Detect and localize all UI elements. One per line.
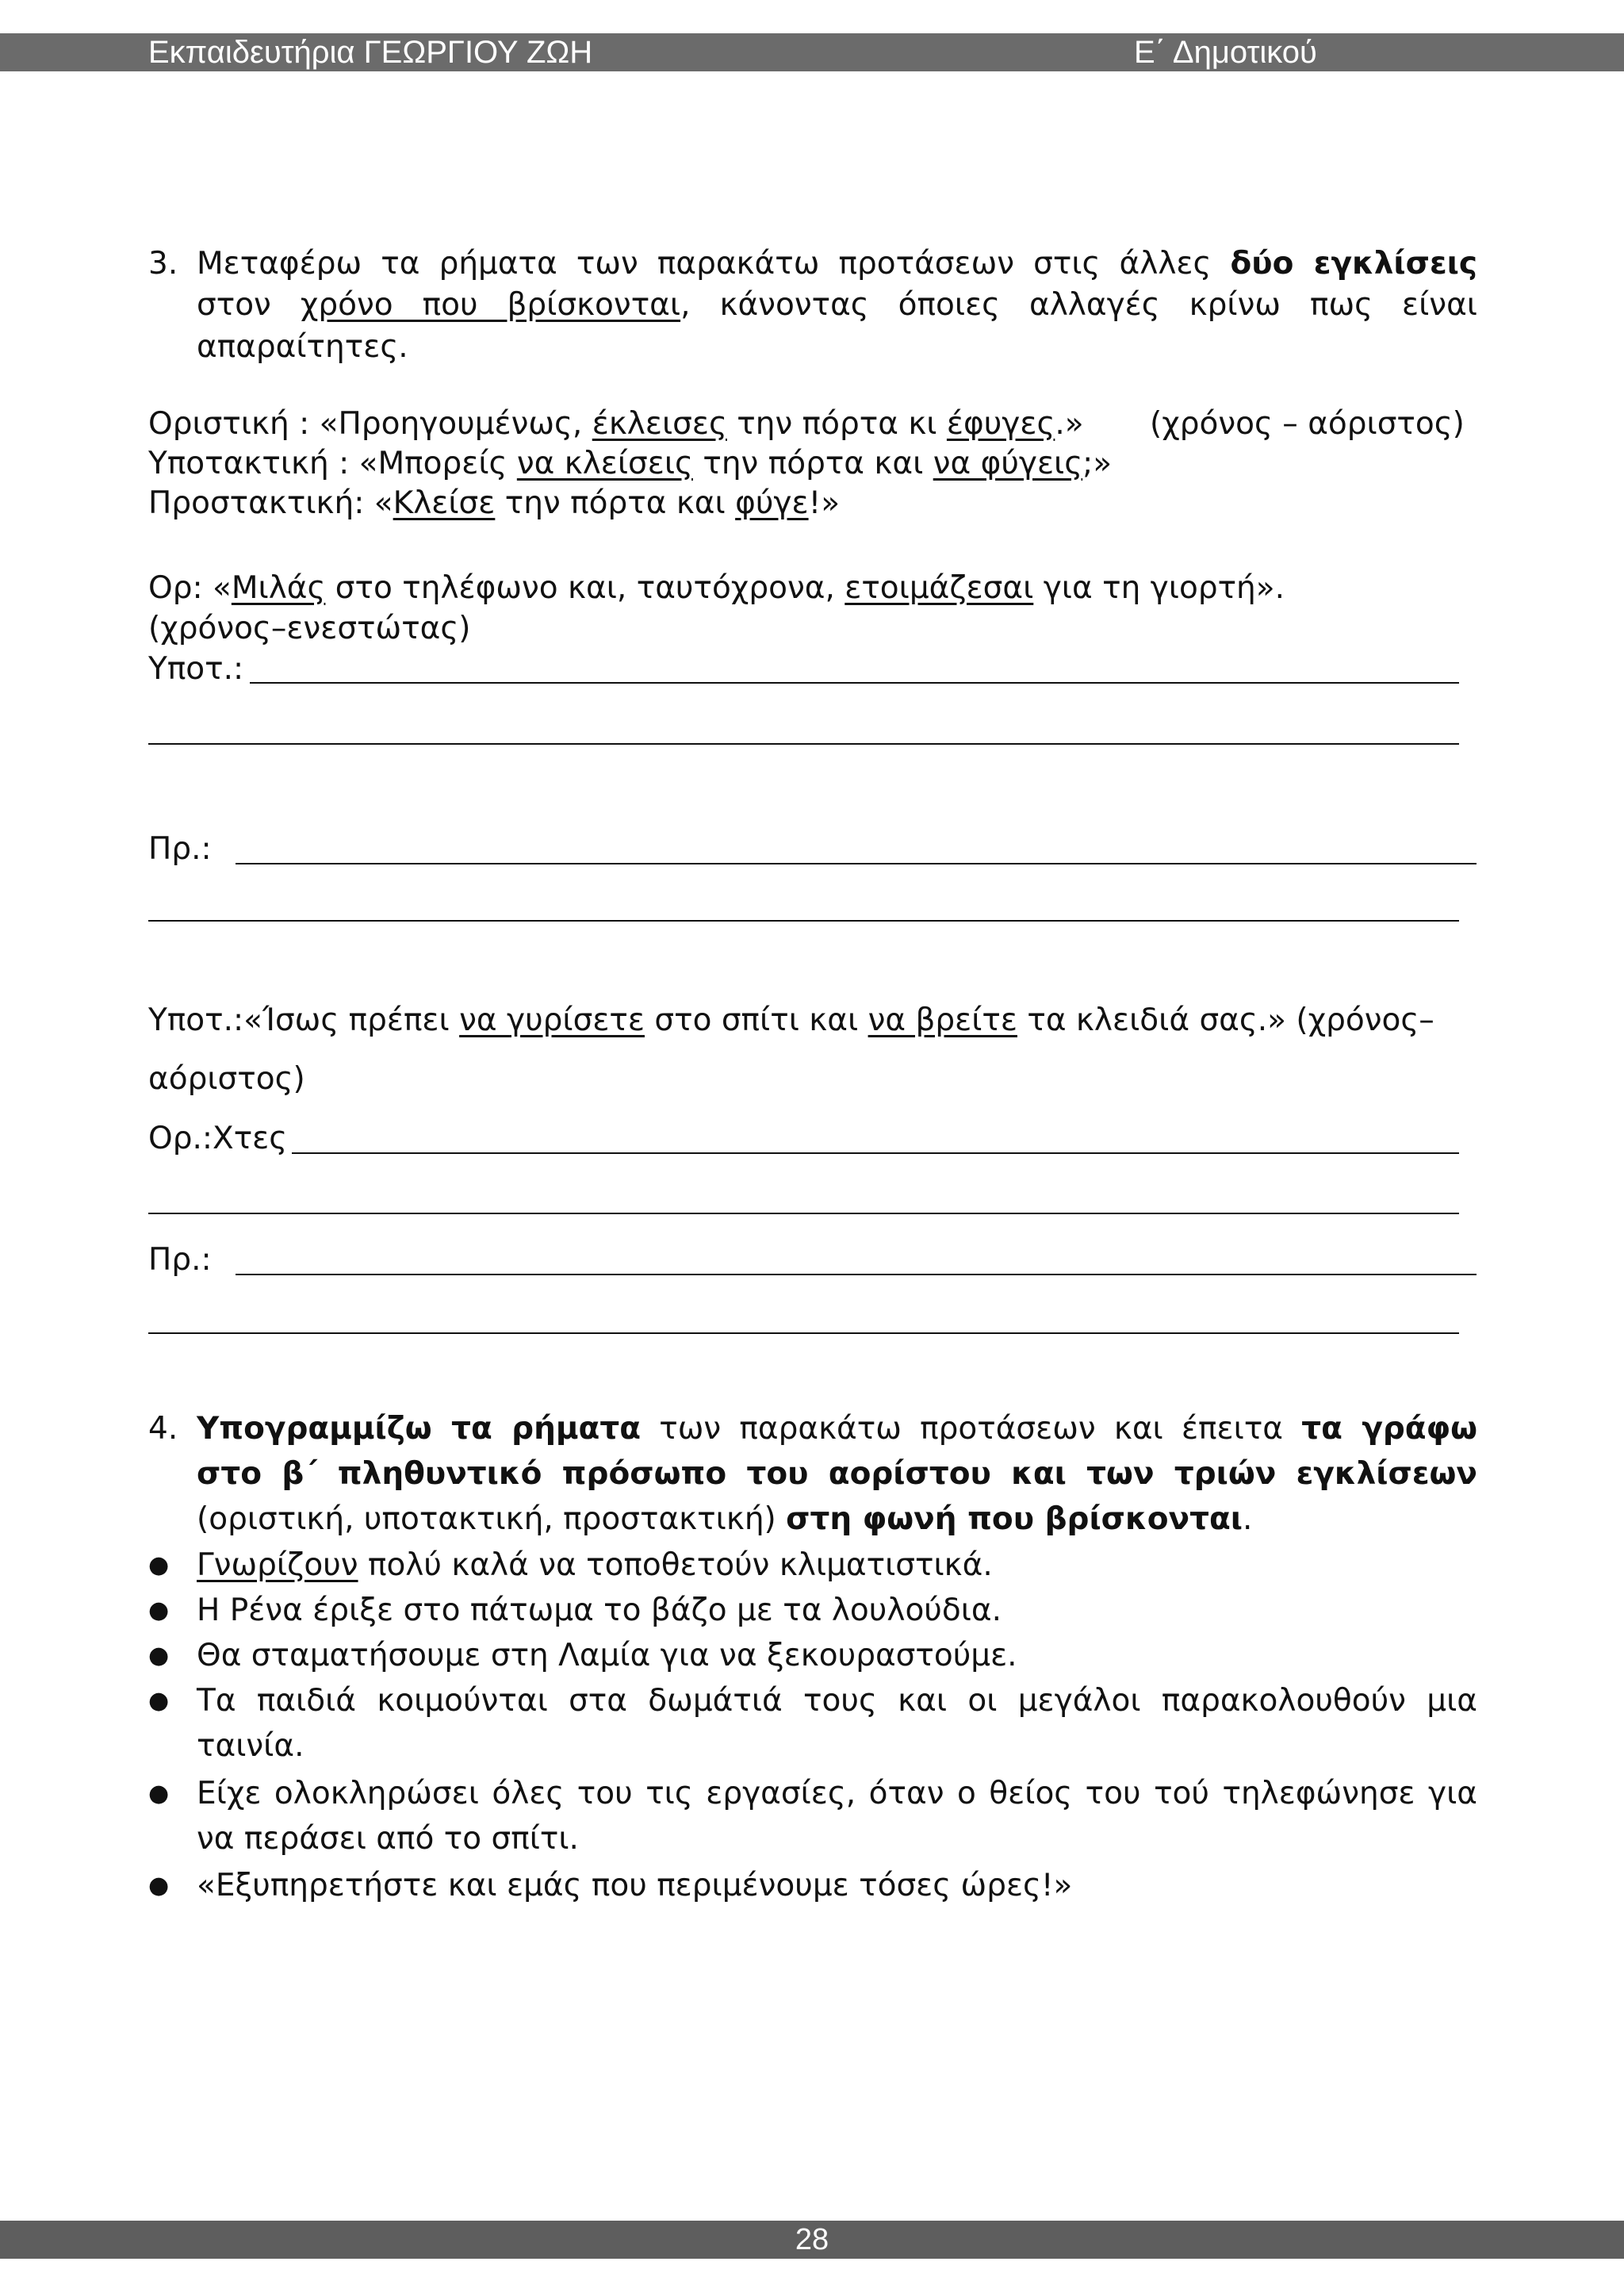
page-header <box>0 33 1624 71</box>
exercise-3-number: 3. <box>148 246 178 282</box>
answer-line[interactable] <box>148 1332 1459 1334</box>
answer-line[interactable] <box>250 682 1459 684</box>
page-footer <box>0 2221 1624 2259</box>
task-1-tense: (χρόνος–ενεστώτας) <box>148 611 471 646</box>
exercise-4-instruction-line-2: στο β΄ πληθυντικό πρόσωπο του αορίστου και των τριών εγκλίσεων <box>197 1456 1477 1492</box>
answer-line[interactable] <box>148 1213 1459 1214</box>
bullet-icon: ● <box>148 1872 170 1899</box>
list-item: «Εξυπηρετήστε και εμάς που περιμένουμε τόσες ώρες!» <box>197 1868 1073 1903</box>
bullet-icon: ● <box>148 1642 170 1669</box>
list-item: Είχε ολοκληρώσει όλες του τις εργασίες, όταν ο θείος του τού τηλεφώνησε για <box>197 1776 1477 1811</box>
task-2-imperative-label: Πρ.: <box>148 1242 212 1278</box>
exercise-3-instruction-line-2: στον χρόνο που βρίσκονται, κάνοντας όποιες αλλαγές κρίνω πως είναι <box>197 287 1477 323</box>
answer-line[interactable] <box>148 743 1459 745</box>
task-1-sentence: Ορ: «Μιλάς στο τηλέφωνο και, ταυτόχρονα, ετοιμάζεσαι για τη γιορτή». <box>148 570 1285 606</box>
list-item: Θα σταματήσουμε στη Λαμία για να ξεκουραστούμε. <box>197 1638 1017 1673</box>
bullet-icon: ● <box>148 1780 170 1807</box>
example-imperative: Προστακτική: «Κλείσε την πόρτα και φύγε!» <box>148 485 841 521</box>
answer-line[interactable] <box>236 1274 1477 1275</box>
exercise-3-instruction-line-3: απαραίτητες. <box>197 329 408 365</box>
task-1-subjunctive-label: Υποτ.: <box>148 651 244 687</box>
grade-label: Ε΄ Δημοτικού <box>1134 35 1317 70</box>
exercise-3-instruction-line-1: Μεταφέρω τα ρήματα των παρακάτω προτάσεων στις άλλες δύο εγκλίσεις <box>197 246 1477 282</box>
bullet-icon: ● <box>148 1551 170 1579</box>
exercise-4-number: 4. <box>148 1411 178 1447</box>
exercise-4-instruction-line-1: Υπογραμμίζω τα ρήματα των παρακάτω προτάσεων και έπειτα τα γράφω <box>197 1411 1477 1447</box>
list-item: Γνωρίζουν πολύ καλά να τοποθετούν κλιματιστικά. <box>197 1547 993 1583</box>
task-1-imperative-label: Πρ.: <box>148 831 212 867</box>
task-2-tense: αόριστος) <box>148 1061 305 1097</box>
task-2-sentence: Υποτ.:«Ίσως πρέπει να γυρίσετε στο σπίτι και να βρείτε τα κλειδιά σας.» (χρόνος– <box>148 1002 1434 1038</box>
answer-line[interactable] <box>292 1152 1459 1154</box>
bullet-icon: ● <box>148 1687 170 1715</box>
example-indicative: Οριστική : «Προηγουμένως, έκλεισες την πόρτα κι έφυγες.» <box>148 406 1084 442</box>
list-item-continuation: ταινία. <box>197 1728 304 1764</box>
list-item-continuation: να περάσει από το σπίτι. <box>197 1821 579 1857</box>
list-item: Η Ρένα έριξε στο πάτωμα το βάζο με τα λουλούδια. <box>197 1593 1002 1628</box>
example-tense-note: (χρόνος – αόριστος) <box>1150 406 1465 442</box>
answer-line[interactable] <box>236 863 1477 864</box>
school-name: Εκπαιδευτήρια ΓΕΩΡΓΙΟΥ ΖΩΗ <box>148 35 593 70</box>
exercise-4-instruction-line-3: (οριστική, υποτακτική, προστακτική) στη φωνή που βρίσκονται. <box>197 1501 1253 1537</box>
page-number: 28 <box>795 2223 829 2256</box>
example-subjunctive: Υποτακτική : «Μπορείς να κλείσεις την πόρτα και να φύγεις;» <box>148 446 1113 481</box>
list-item: Τα παιδιά κοιμούνται στα δωμάτιά τους και οι μεγάλοι παρακολουθούν μια <box>197 1683 1477 1719</box>
bullet-icon: ● <box>148 1596 170 1624</box>
answer-line[interactable] <box>148 920 1459 922</box>
task-2-indicative-label: Ορ.:Χτες <box>148 1121 288 1156</box>
